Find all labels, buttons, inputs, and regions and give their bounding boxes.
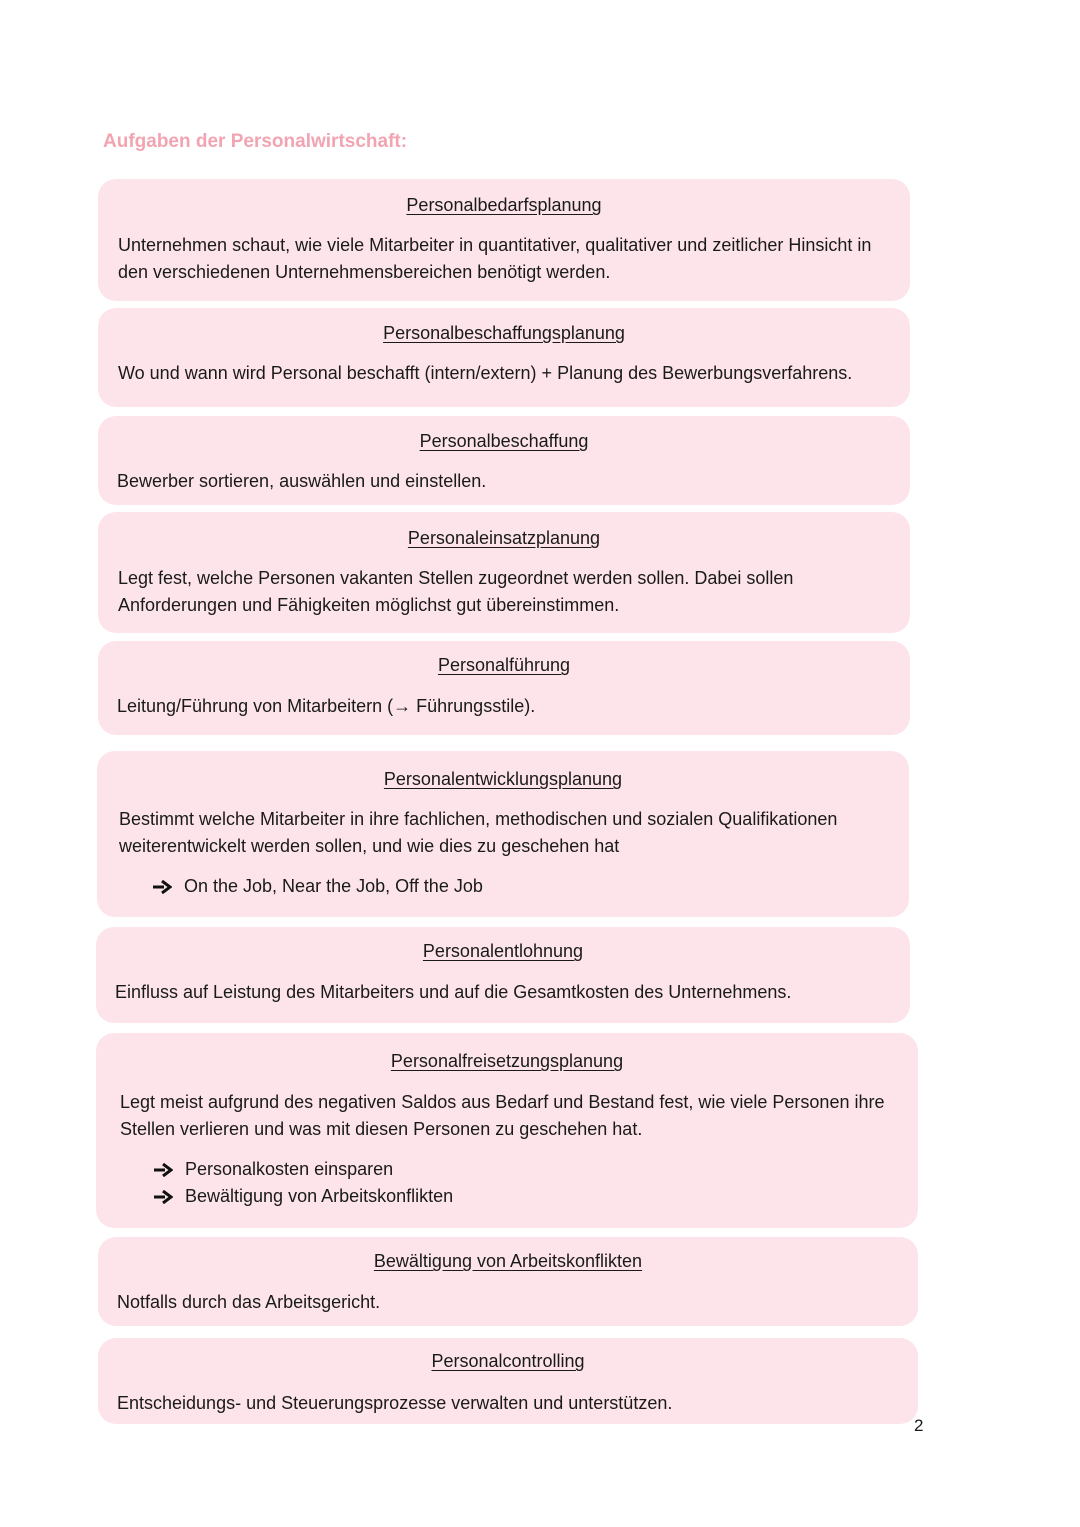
card-text: Wo und wann wird Personal beschafft (intern/extern) + Planung des Bewerbungsverfahrens. (118, 363, 853, 383)
card-text: Bewerber sortieren, auswählen und einstellen. (117, 471, 487, 491)
task-card-personalentwicklungsplanung (97, 751, 909, 917)
task-card-personalbedarfsplanung (98, 179, 910, 301)
card-title: Personalbeschaffung (419, 431, 589, 451)
card-text: Legt fest, welche Personen vakanten Stellen zugeordnet werden sollen. Dabei sollen Anforderungen und Fähigkeiten möglichst gut übereinstimmen. (118, 568, 794, 615)
list-item (153, 1156, 453, 1183)
task-card-personalfreisetzungsplanung (96, 1033, 918, 1228)
task-card-personalcontrolling (98, 1338, 918, 1424)
arrow-right-icon (152, 880, 172, 894)
card-text: Legt meist aufgrund des negativen Saldos aus Bedarf und Bestand fest, wie viele Personen ihre Stellen verlieren und was mit diesen Personen zu geschehen hat. (120, 1092, 885, 1139)
card-text: Bestimmt welche Mitarbeiter in ihre fachlichen, methodischen und sozialen Qualifikationen weiterentwickelt werden sollen, und wie dies zu geschehen hat (119, 809, 838, 856)
card-title: Personaleinsatzplanung (407, 528, 601, 548)
card-text: Notfalls durch das Arbeitsgericht. (117, 1292, 381, 1312)
card-text: Entscheidungs- und Steuerungsprozesse verwalten und unterstützen. (117, 1393, 673, 1413)
card-text: Leitung/Führung von Mitarbeitern (→ Führungsstile). (117, 696, 536, 716)
card-title: Personalfreisetzungsplanung (390, 1051, 624, 1071)
task-card-personaleinsatzplanung (98, 512, 910, 633)
card-title: Personalcontrolling (431, 1351, 585, 1371)
card-title: Personalführung (437, 655, 571, 675)
bullet-text: Personalkosten einsparen (185, 1159, 394, 1179)
list-item (152, 873, 483, 900)
card-title: Personalentlohnung (422, 941, 584, 961)
list-item (153, 1183, 453, 1210)
task-card-personalbeschaffung (98, 416, 910, 505)
card-text: Unternehmen schaut, wie viele Mitarbeiter in quantitativer, qualitativer und zeitlicher Hinsicht in den verschiedenen Unternehmensbereichen benötigt werden. (118, 235, 872, 282)
task-card-personalfuehrung (98, 641, 910, 735)
card-title: Personalentwicklungsplanung (383, 769, 623, 789)
task-card-bewaeltigung-arbeitskonflikte (98, 1237, 918, 1326)
task-card-personalbeschaffungsplanung (98, 308, 910, 407)
arrow-right-icon (153, 1190, 173, 1204)
card-title: Personalbeschaffungsplanung (383, 323, 625, 343)
task-card-personalentlohnung (96, 927, 910, 1023)
page-number: 2 (914, 1416, 924, 1435)
card-title: Bewältigung von Arbeitskonflikten (373, 1251, 643, 1271)
arrow-right-icon (153, 1163, 173, 1177)
bullet-list (152, 873, 483, 900)
bullet-list (153, 1156, 453, 1210)
card-text: Einfluss auf Leistung des Mitarbeiters und auf die Gesamtkosten des Unternehmens. (115, 982, 792, 1002)
card-title: Personalbedarfsplanung (406, 195, 602, 215)
bullet-text: On the Job, Near the Job, Off the Job (184, 876, 483, 896)
bullet-text: Bewältigung von Arbeitskonflikten (185, 1186, 454, 1206)
page-heading: Aufgaben der Personalwirtschaft: (103, 131, 408, 152)
